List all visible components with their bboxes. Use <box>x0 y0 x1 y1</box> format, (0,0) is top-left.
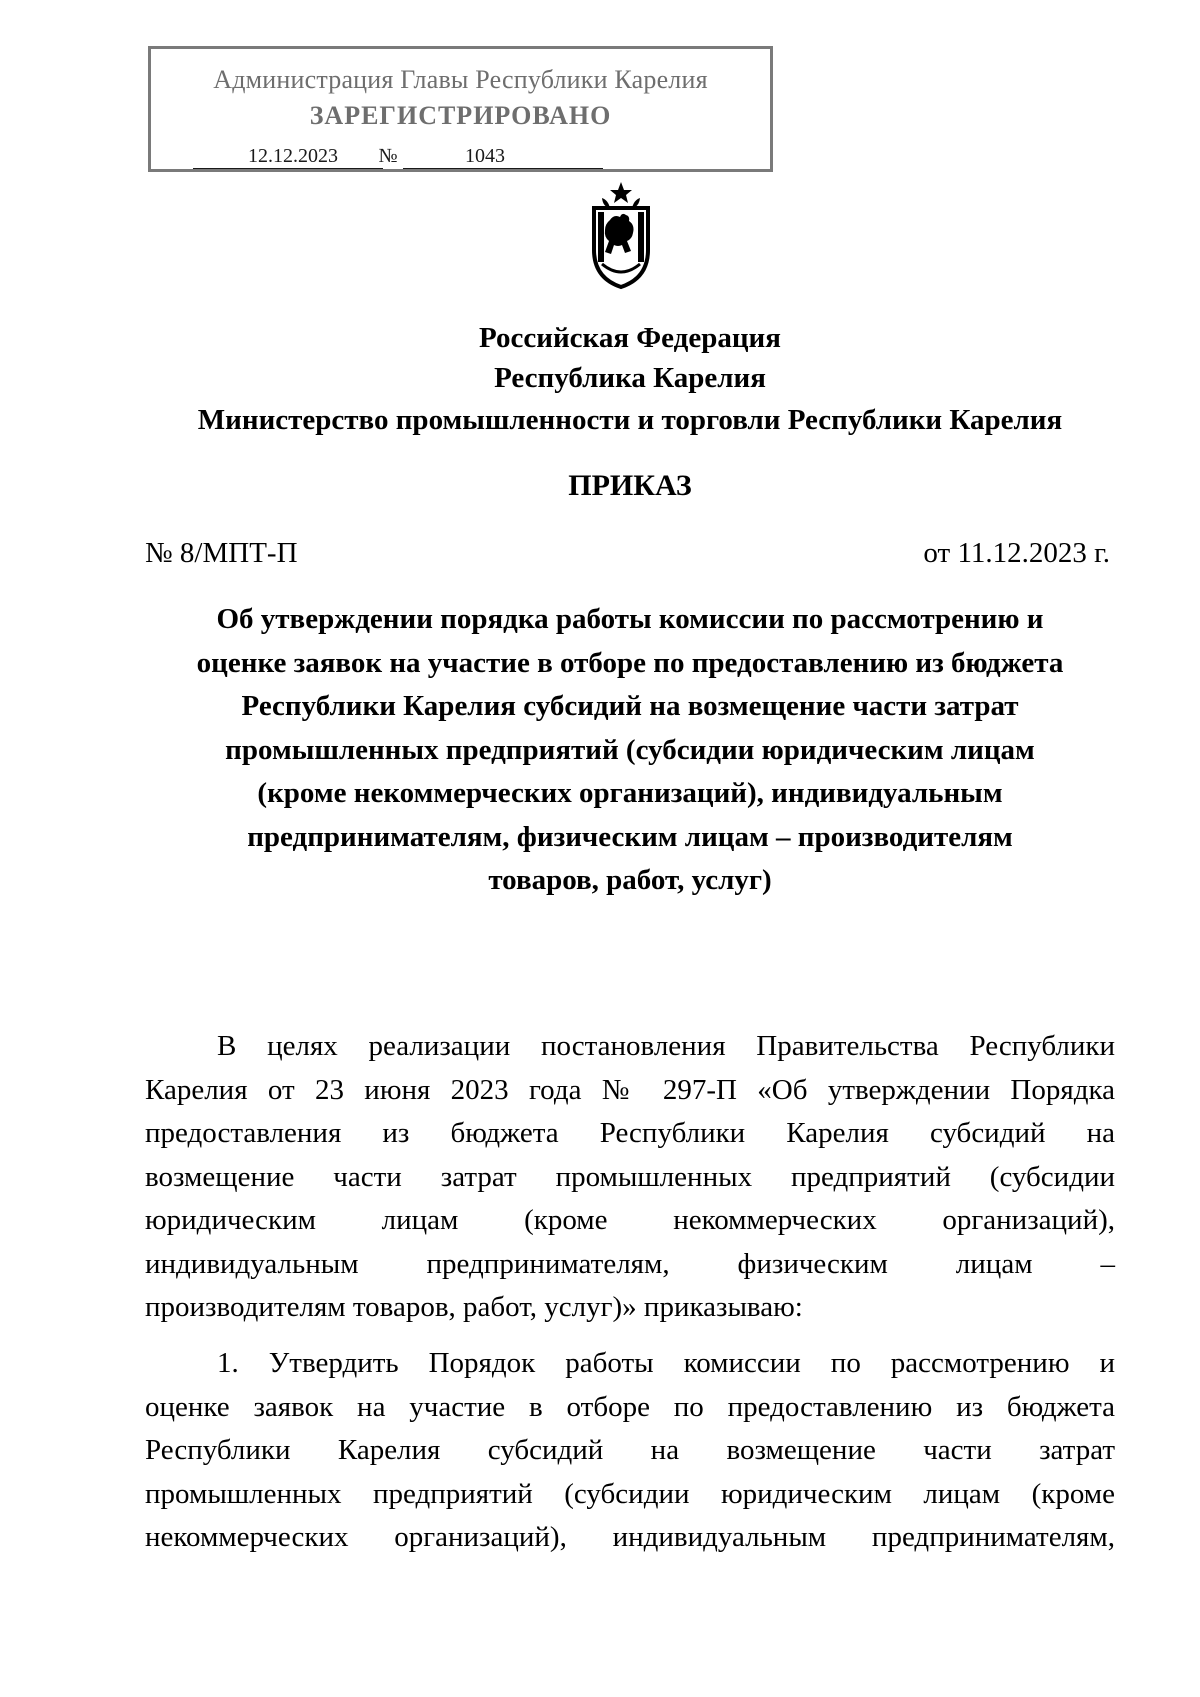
document-type: ПРИКАЗ <box>568 469 692 502</box>
order-date: от 11.12.2023 г. <box>923 537 1110 569</box>
order-title-line: промышленных предприятий (субсидии юридическим лицам <box>225 733 1035 766</box>
paragraph-line: 1. Утвердить Порядок работы комиссии по рассмотрению и <box>217 1347 1115 1379</box>
stamp-authority: Администрация Главы Республики Карелия <box>213 65 708 94</box>
paragraph-line: предоставления из бюджета Республики Карелия субсидий на <box>145 1117 1115 1149</box>
paragraph-line: промышленных предприятий (субсидии юридическим лицам (кроме <box>145 1477 1115 1510</box>
paragraph-item-1 <box>145 1342 1115 1560</box>
order-title <box>140 598 1120 903</box>
heading-ministry: Министерство промышленности и торговли Республики Карелия <box>197 404 1063 436</box>
paragraph-line: оценке заявок на участие в отборе по предоставлению из бюджета <box>145 1390 1115 1423</box>
paragraph-line: В целях реализации постановления Правительства Республики <box>217 1030 1115 1062</box>
karelia-coat-of-arms-icon <box>584 180 658 290</box>
stamp-registration-line <box>193 145 745 169</box>
order-title-line: Республики Карелия субсидий на возмещение части затрат <box>241 690 1019 722</box>
stamp-status: ЗАРЕГИСТРИРОВАНО <box>309 101 612 130</box>
order-title-line: товаров, работ, услуг) <box>488 864 772 896</box>
order-title-line: (кроме некоммерческих организаций), индивидуальным <box>257 777 1003 809</box>
stamp-registration-number: 1043 <box>403 145 603 169</box>
paragraph-line: возмещение части затрат промышленных предприятий (субсидии <box>145 1160 1115 1193</box>
stamp-number-sign: № <box>378 145 398 167</box>
order-number: № 8/МПТ-П <box>145 537 298 569</box>
heading-republic: Республика Карелия <box>494 362 766 394</box>
paragraph-line: некоммерческих организаций), индивидуальным предпринимателям, <box>145 1521 1115 1553</box>
registration-stamp <box>148 46 773 172</box>
paragraph-line: индивидуальным предпринимателям, физическим лицам – <box>145 1247 1115 1280</box>
order-title-line: оценке заявок на участие в отборе по предоставлению из бюджета <box>196 646 1064 679</box>
order-title-line: предпринимателям, физическим лицам – производителям <box>247 820 1013 853</box>
stamp-registration-date: 12.12.2023 <box>193 145 383 169</box>
paragraph-line: Карелия от 23 июня 2023 года № 297-П «Об утверждении Порядка <box>145 1073 1115 1106</box>
heading-federation: Российская Федерация <box>479 322 781 354</box>
paragraph-line: юридическим лицам (кроме некоммерческих организаций), <box>145 1204 1115 1236</box>
order-title-line: Об утверждении порядка работы комиссии по рассмотрению и <box>216 603 1044 635</box>
paragraph-line: производителям товаров, работ, услуг)» приказываю: <box>145 1291 803 1323</box>
paragraph-line: Республики Карелия субсидий на возмещение части затрат <box>145 1434 1115 1466</box>
paragraph-preamble <box>145 1025 1115 1330</box>
